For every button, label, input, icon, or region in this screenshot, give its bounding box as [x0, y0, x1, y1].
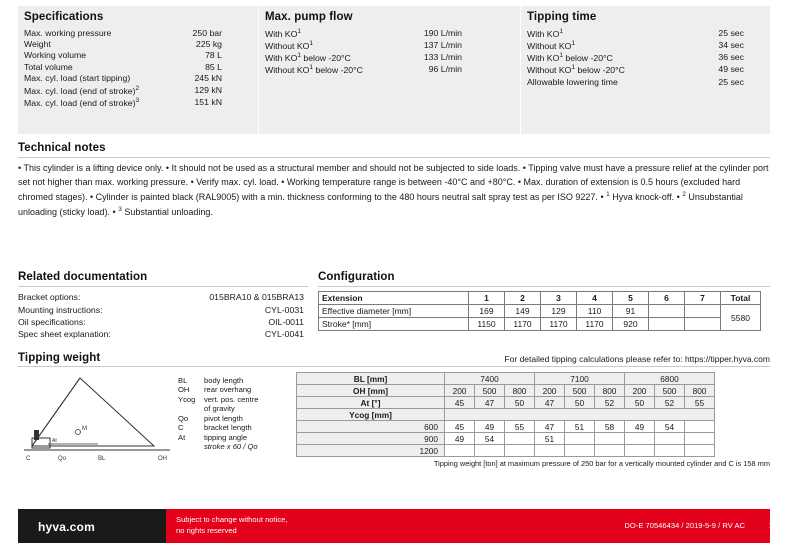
specifications-band: [18, 6, 770, 134]
pump-flow-table: [265, 27, 520, 76]
legend-desc: pivot length: [204, 413, 243, 423]
table-row: [297, 409, 715, 421]
cfg-cell: 129: [541, 305, 577, 318]
tw-ycog-row-label: 600: [297, 421, 445, 433]
spec-label: Weight: [24, 39, 51, 50]
cfg-cell: 1170: [505, 318, 541, 331]
tipping-weight-section: [18, 352, 770, 468]
list-item: [178, 395, 261, 404]
footer-disclaimer-line1: Subject to change without notice,: [176, 515, 288, 524]
tipping-weight-table-wrap: [296, 372, 770, 468]
technical-notes-section: [18, 142, 770, 220]
tw-cell: 45: [445, 421, 475, 433]
table-row: [265, 52, 520, 64]
tw-cell: [535, 445, 565, 457]
rel-label: Bracket options:: [18, 292, 81, 303]
list-item: [178, 414, 261, 423]
legend-table: [178, 376, 261, 452]
tw-bl-group-1: 7400: [445, 373, 535, 385]
rel-value: CYL-0041: [264, 329, 304, 340]
list-item: [178, 433, 261, 442]
table-row: [527, 64, 770, 76]
pump-value: 190 L/min: [423, 27, 462, 38]
cfg-cell: 920: [613, 318, 649, 331]
tw-oh-cell: 500: [565, 385, 595, 397]
related-documentation-section: [18, 271, 308, 341]
tw-cell: [625, 433, 655, 445]
tip-value: 49 sec: [718, 64, 744, 75]
rel-label: Mounting instructions:: [18, 304, 103, 315]
tw-cell: 51: [565, 421, 595, 433]
footer-disclaimer-line2: no rights reserved: [176, 526, 237, 536]
cfg-header-total: Total: [721, 292, 761, 305]
page-footer: [0, 509, 785, 549]
cfg-row-label: Effective diameter [mm]: [319, 305, 469, 318]
tw-cell: [595, 445, 625, 457]
cfg-header-4: 4: [577, 292, 613, 305]
cfg-row-label: Stroke* [mm]: [319, 318, 469, 331]
cfg-cell: 1170: [577, 318, 613, 331]
tipping-weight-table: [296, 372, 715, 457]
list-item: [178, 423, 261, 432]
divider: [18, 366, 770, 367]
pump-value: 133 L/min: [423, 52, 462, 63]
legend-desc: of gravity: [204, 404, 235, 414]
tip-value: 25 sec: [718, 76, 744, 87]
table-header-row: [319, 292, 761, 305]
tip-label: With $KO^1$: [527, 27, 563, 39]
table-row: [18, 303, 308, 315]
tw-at-cell: 45: [445, 397, 475, 409]
table-row: [18, 328, 308, 340]
tw-cell: 47: [535, 421, 565, 433]
legend-key: At: [178, 432, 186, 442]
tw-at-label: At [°]: [297, 397, 445, 409]
table-row: [24, 73, 258, 84]
tw-at-cell: 47: [475, 397, 505, 409]
tw-cell: [655, 433, 685, 445]
cfg-total-cell: 5580: [721, 305, 761, 331]
tw-cell: [685, 421, 715, 433]
table-row: [24, 96, 258, 108]
cfg-header-3: 3: [541, 292, 577, 305]
tw-oh-cell: 500: [655, 385, 685, 397]
tip-value: 36 sec: [718, 52, 744, 63]
list-item: [178, 385, 261, 394]
legend-desc: rear overhang: [204, 385, 252, 395]
tw-ycog-row-label: 900: [297, 433, 445, 445]
cfg-cell: 1150: [469, 318, 505, 331]
tw-cell: [685, 433, 715, 445]
tw-at-cell: 47: [535, 397, 565, 409]
tw-oh-cell: 200: [535, 385, 565, 397]
tipping-weight-note: Tipping weight [ton] at maximum pressure of 250 bar for a vertically mounted cylinder and C is 158 mm: [433, 459, 770, 468]
table-row: [527, 27, 770, 39]
spec-value: 85 L: [205, 61, 222, 72]
tw-cell: 55: [505, 421, 535, 433]
tip-value: 34 sec: [718, 39, 744, 50]
tw-cell: [685, 445, 715, 457]
related-documentation-heading: Related documentation: [18, 271, 148, 283]
legend-key: C: [178, 423, 184, 433]
tipping-weight-legend: [178, 372, 296, 468]
tw-oh-cell: 500: [475, 385, 505, 397]
list-item: [178, 376, 261, 385]
tipping-weight-heading: Tipping weight: [18, 352, 101, 364]
pump-value: 137 L/min: [423, 39, 462, 50]
table-row: [297, 445, 715, 457]
rel-value: 015BRA10 & 015BRA13: [209, 292, 304, 303]
legend-key: OH: [178, 385, 190, 395]
tw-oh-cell: 200: [445, 385, 475, 397]
legend-key: [178, 442, 204, 451]
tipping-calculator-link[interactable]: For detailed tipping calculations please refer to: https://tipper.hyva.com: [504, 354, 770, 364]
svg-text:At: At: [52, 438, 57, 444]
tw-at-cell: 50: [625, 397, 655, 409]
tipping-time-heading: Tipping time: [527, 11, 597, 23]
tip-value: 25 sec: [718, 27, 744, 38]
tw-ycog-row-label: 1200: [297, 445, 445, 457]
spec-value: 151 kN: [194, 96, 222, 107]
spec-value: 78 L: [205, 50, 222, 61]
table-row: [24, 27, 258, 38]
tw-oh-cell: 800: [595, 385, 625, 397]
legend-key: Ycog: [178, 394, 196, 404]
cfg-cell: 169: [469, 305, 505, 318]
tw-cell: 54: [655, 421, 685, 433]
cfg-header-7: 7: [685, 292, 721, 305]
tw-cell: 49: [475, 421, 505, 433]
table-row: [18, 316, 308, 328]
tw-cell: [565, 445, 595, 457]
svg-text:OH: OH: [158, 456, 167, 462]
tw-at-cell: 50: [505, 397, 535, 409]
tip-label: With $KO^1$ below -20°C: [527, 52, 613, 64]
tipper-diagram-svg: [18, 372, 178, 464]
svg-text:M: M: [82, 426, 87, 432]
table-row: [319, 305, 761, 318]
pump-label: Without $KO^1$ below -20°C: [265, 64, 363, 76]
tipping-time-table: [527, 27, 770, 87]
technical-notes-body: • This cylinder is a lifting device only. • It should not be used as a structural member and should not be subjected to side loads. • Tipping valve must have a pressure relief at the cylinder port set not higher than max. working pressure. • Verify max. cyl. load. • Working temperature range is between -40°C and +80°C. • Max. duration of extension is 0.5 hours (excluded hard chromed stages). • Cylinder is painted black (RAL9005) with a min. thickness conforming to the 480 hours neutral salt spray test as per ISO 9227. • $^1$ Hyva knock-off. • $^2$ Unsubstantial unloading (sticky load). • $^3$ Substantial unloading.: [18, 163, 769, 217]
tw-spacer: [445, 409, 715, 421]
spec-label: Max. cyl. load (end of stroke)$^2$: [24, 84, 140, 96]
table-row: [297, 397, 715, 409]
tw-oh-label: OH [mm]: [297, 385, 445, 397]
legend-key: [178, 404, 204, 413]
table-row: [24, 61, 258, 72]
legend-key: BL: [178, 376, 188, 385]
cfg-cell: 91: [613, 305, 649, 318]
cfg-cell: [649, 318, 685, 331]
divider: [318, 286, 770, 287]
footer-page-number: 1: [768, 521, 773, 530]
specifications-table: [24, 27, 258, 108]
pump-value: 96 L/min: [428, 64, 462, 75]
tw-cell: [565, 433, 595, 445]
table-row: [24, 50, 258, 61]
rel-label: Oil specifications:: [18, 316, 86, 327]
list-item: [178, 404, 261, 413]
cfg-header-2: 2: [505, 292, 541, 305]
legend-desc: tipping angle: [204, 432, 248, 442]
tw-oh-cell: 800: [505, 385, 535, 397]
tw-cell: [505, 445, 535, 457]
spec-label: Max. cyl. load (start tipping): [24, 73, 131, 84]
specifications-heading: Specifications: [24, 11, 104, 23]
rel-value: CYL-0031: [264, 304, 304, 315]
technical-notes-heading: Technical notes: [18, 142, 106, 154]
svg-text:BL: BL: [98, 456, 106, 462]
brand-logo[interactable]: hyva.com: [38, 520, 95, 534]
tw-cell: [655, 445, 685, 457]
list-item: [178, 442, 261, 451]
table-row: [18, 291, 308, 303]
pump-label: With $KO^1$: [265, 27, 301, 39]
spec-label: Max. cyl. load (end of stroke)$^3$: [24, 96, 140, 108]
cfg-header-1: 1: [469, 292, 505, 305]
tw-cell: 58: [595, 421, 625, 433]
table-row: [319, 318, 761, 331]
tw-oh-cell: 200: [625, 385, 655, 397]
table-row: [297, 373, 715, 385]
configuration-table: [318, 291, 761, 331]
tw-at-cell: 50: [565, 397, 595, 409]
tw-cell: [505, 433, 535, 445]
tw-bl-label: BL [mm]: [297, 373, 445, 385]
tipping-time-column: [520, 6, 770, 134]
tw-ycog-label: Ycog [mm]: [297, 409, 445, 421]
legend-key: Qo: [178, 413, 189, 423]
tw-cell: 49: [445, 433, 475, 445]
pump-flow-heading: Max. pump flow: [265, 11, 353, 23]
spec-value: 245 kN: [194, 73, 222, 84]
tw-bl-group-3: 6800: [625, 373, 715, 385]
svg-text:C: C: [26, 456, 31, 462]
divider: [18, 286, 308, 287]
spec-label: Working volume: [24, 50, 87, 61]
tw-cell: [475, 445, 505, 457]
legend-desc: stroke x 60 / Qo: [204, 442, 258, 452]
tip-label: Allowable lowering time: [527, 76, 618, 87]
pump-label: With $KO^1$ below -20°C: [265, 52, 351, 64]
legend-desc: vert. pos. centre: [204, 394, 259, 404]
cfg-cell: [685, 305, 721, 318]
table-row: [265, 39, 520, 51]
tipper-diagram: [18, 372, 178, 464]
tw-cell: [445, 445, 475, 457]
cfg-header-extension: Extension: [319, 292, 469, 305]
cfg-cell: [685, 318, 721, 331]
footer-doc-reference: DO-E 70546434 / 2019-5-9 / RV AC: [624, 521, 745, 530]
tw-bl-group-2: 7100: [535, 373, 625, 385]
configuration-heading: Configuration: [318, 271, 395, 283]
spec-value: 225 kg: [195, 39, 222, 50]
tw-cell: 54: [475, 433, 505, 445]
table-row: [265, 27, 520, 39]
spec-label: Total volume: [24, 61, 73, 72]
related-documentation-table: [18, 291, 308, 341]
tip-label: Without $KO^1$: [527, 39, 576, 51]
table-row: [297, 385, 715, 397]
cfg-cell: 110: [577, 305, 613, 318]
tw-cell: [625, 445, 655, 457]
tw-cell: 49: [625, 421, 655, 433]
cfg-cell: 1170: [541, 318, 577, 331]
pump-label: Without $KO^1$: [265, 39, 314, 51]
pump-flow-column: [258, 6, 520, 134]
cfg-header-6: 6: [649, 292, 685, 305]
svg-text:Qo: Qo: [58, 456, 67, 462]
tip-label: Without $KO^1$ below -20°C: [527, 64, 625, 76]
tw-cell: [595, 433, 625, 445]
table-row: [527, 52, 770, 64]
spec-label: Max. working pressure: [24, 27, 112, 38]
tw-at-cell: 55: [685, 397, 715, 409]
table-row: [297, 433, 715, 445]
specifications-column: [18, 6, 258, 134]
legend-desc: body length: [204, 376, 244, 385]
tw-at-cell: 52: [655, 397, 685, 409]
tw-cell: 51: [535, 433, 565, 445]
table-row: [297, 421, 715, 433]
table-row: [24, 84, 258, 96]
footer-disclaimer: [176, 514, 287, 537]
cfg-header-5: 5: [613, 292, 649, 305]
table-row: [527, 39, 770, 51]
spec-value: 129 kN: [194, 84, 222, 95]
configuration-section: [318, 271, 770, 331]
tw-at-cell: 52: [595, 397, 625, 409]
table-row: [265, 64, 520, 76]
cfg-cell: 149: [505, 305, 541, 318]
cfg-cell: [649, 305, 685, 318]
spec-value: 250 bar: [192, 27, 222, 38]
legend-desc: bracket length: [204, 423, 252, 433]
rel-label: Spec sheet explanation:: [18, 329, 111, 340]
table-row: [527, 76, 770, 87]
tw-oh-cell: 800: [685, 385, 715, 397]
table-row: [24, 38, 258, 49]
rel-value: OIL-0011: [268, 316, 304, 327]
